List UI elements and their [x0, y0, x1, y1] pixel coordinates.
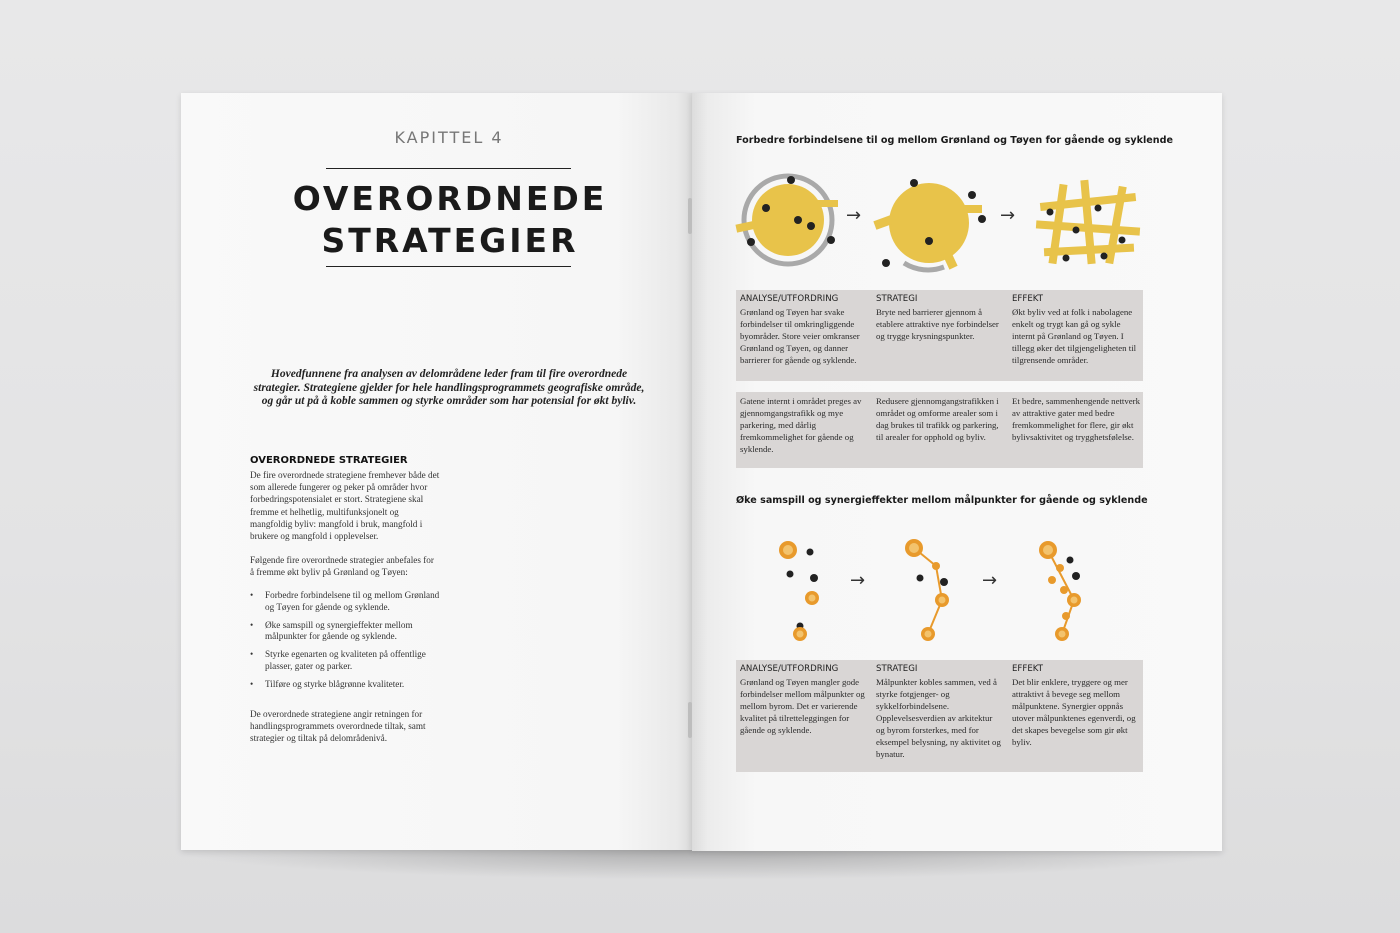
table-cell: Gatene internt i området preges av gjennomgangstrafikk og mye parkering, med dårlig fremkommelighet for gående og syklende. [740, 396, 862, 454]
title-rule-bottom [326, 266, 571, 267]
column-label: ANALYSE/UTFORDRING [740, 664, 839, 674]
title-rule-top [326, 168, 571, 169]
table-cell [1012, 663, 1140, 748]
body-paragraph-3: De overordnede strategiene angir retningen for handlingsprogrammets overordnede tiltak, samt strategier og tiltak på delområdenivå. [250, 709, 426, 744]
barrier-ring-illustration [736, 170, 846, 270]
table-cell: Et bedre, sammenhengende nettverk av attraktive gater med bedre fremkommelighet for flere, gir økt bylivsaktivitet og trygghetsfølelse. [1012, 396, 1140, 442]
section1-table-row-1 [736, 290, 1143, 381]
staple-bottom [688, 702, 692, 738]
chapter-label: KAPITTEL 4 [394, 128, 504, 147]
section1-heading: Forbedre forbindelsene til og mellom Grønland og Tøyen for gående og syklende [736, 135, 1173, 146]
cell-text: Grønland og Tøyen mangler gode forbindelser mellom målpunkter og mellom byrom. Det er varierende kvalitet på tilretteleggingen for gående og syklende. [740, 677, 865, 735]
column-label: ANALYSE/UTFORDRING [740, 294, 839, 304]
intro-paragraph: Hovedfunnene fra analysen av delområdene leder fram til fire overordnede strategier. Strategiene gjelder for hele handlingsprogrammets geografiske område, og går ut på å koble sammen og styrke områder som har potensial for økt byliv. [253, 368, 645, 407]
table-cell [740, 663, 868, 736]
table-cell [1012, 293, 1140, 366]
table-cell [876, 663, 1002, 760]
body-paragraph-2: Følgende fire overordnede strategier anbefales for å fremme økt byliv på Grønland og Tøyen: [250, 555, 434, 578]
staple-top [688, 198, 692, 234]
list-item: • Øke samspill og synergieffekter mellom målpunkter for gående og syklende. [250, 620, 440, 644]
cell-text: Målpunkter kobles sammen, ved å styrke fotgjenger- og sykkelforbindelsene. Opplevelsesverdien av arkitektur og byrom forsterkes, med for eksempel belysning, ny aktivitet og bynatur. [876, 677, 1001, 759]
section2-heading: Øke samspill og synergieffekter mellom målpunkter for gående og syklende [736, 495, 1148, 506]
title-line-2: STRATEGIER [321, 221, 579, 260]
open-ring-illustration [874, 175, 984, 270]
section2-table-row-1 [736, 660, 1143, 772]
cell-text: Bryte ned barrierer gjennom å etablere attraktive nye forbindelser og trygge krysningspunkter. [876, 307, 999, 341]
arrow-icon: → [846, 205, 862, 226]
table-cell [740, 293, 868, 366]
page-title [250, 178, 650, 262]
strategy-list [250, 590, 440, 697]
list-item: • Forbedre forbindelsene til og mellom Grønland og Tøyen for gående og syklende. [250, 590, 440, 614]
title-line-1: OVERORDNEDE [292, 179, 608, 218]
scattered-targets-illustration [770, 530, 830, 645]
arrow-icon: → [850, 570, 866, 591]
column-label: STRATEGI [876, 294, 918, 304]
cell-text: Økt byliv ved at folk i nabolagene enkelt og trygt kan gå og sykle internt på Grønland og Tøyen. I tillegg øker det tilgjengeligheten til tilgrensende områder. [1012, 307, 1137, 365]
synergy-targets-illustration [1030, 530, 1090, 645]
section-heading: OVERORDNEDE STRATEGIER [250, 455, 408, 466]
list-item: • Tilføre og styrke blågrønne kvaliteter. [250, 679, 440, 691]
arrow-icon: → [1000, 205, 1016, 226]
street-network-illustration [1032, 178, 1144, 268]
linked-targets-illustration [900, 530, 960, 645]
arrow-icon: → [982, 570, 998, 591]
cell-text: Grønland og Tøyen har svake forbindelser til omkringliggende byområder. Store veier omkranser Grønland og Tøyen, og danner barrierer for gående og syklende. [740, 307, 860, 365]
body-paragraph-1: De fire overordnede strategiene fremhever både det som allerede fungerer og peker på områder hvor forbedringspotensialet er stort. Strategiene skal fremme et helhetlig, multifunksjonelt og mangfoldig byliv: mangfold i bruk, mangfold i brukere og mangfold i opplevelser. [250, 470, 440, 542]
column-label: EFFEKT [1012, 294, 1043, 304]
cell-text: Det blir enklere, tryggere og mer attraktivt å bevege seg mellom målpunktene. Synergier oppnås utover målpunktenes egenverdi, og det skapes bevegelse som gir økt byliv. [1012, 677, 1136, 747]
table-cell [876, 293, 1002, 342]
column-label: STRATEGI [876, 664, 918, 674]
table-cell: Redusere gjennomgangstrafikken i området og omforme arealer som i dag brukes til trafikk og parkering, til arealer for opphold og byliv. [876, 396, 999, 442]
list-item: • Styrke egenarten og kvaliteten på offentlige plasser, gater og parker. [250, 649, 440, 673]
section1-table-row-2 [736, 392, 1143, 468]
column-label: EFFEKT [1012, 664, 1043, 674]
